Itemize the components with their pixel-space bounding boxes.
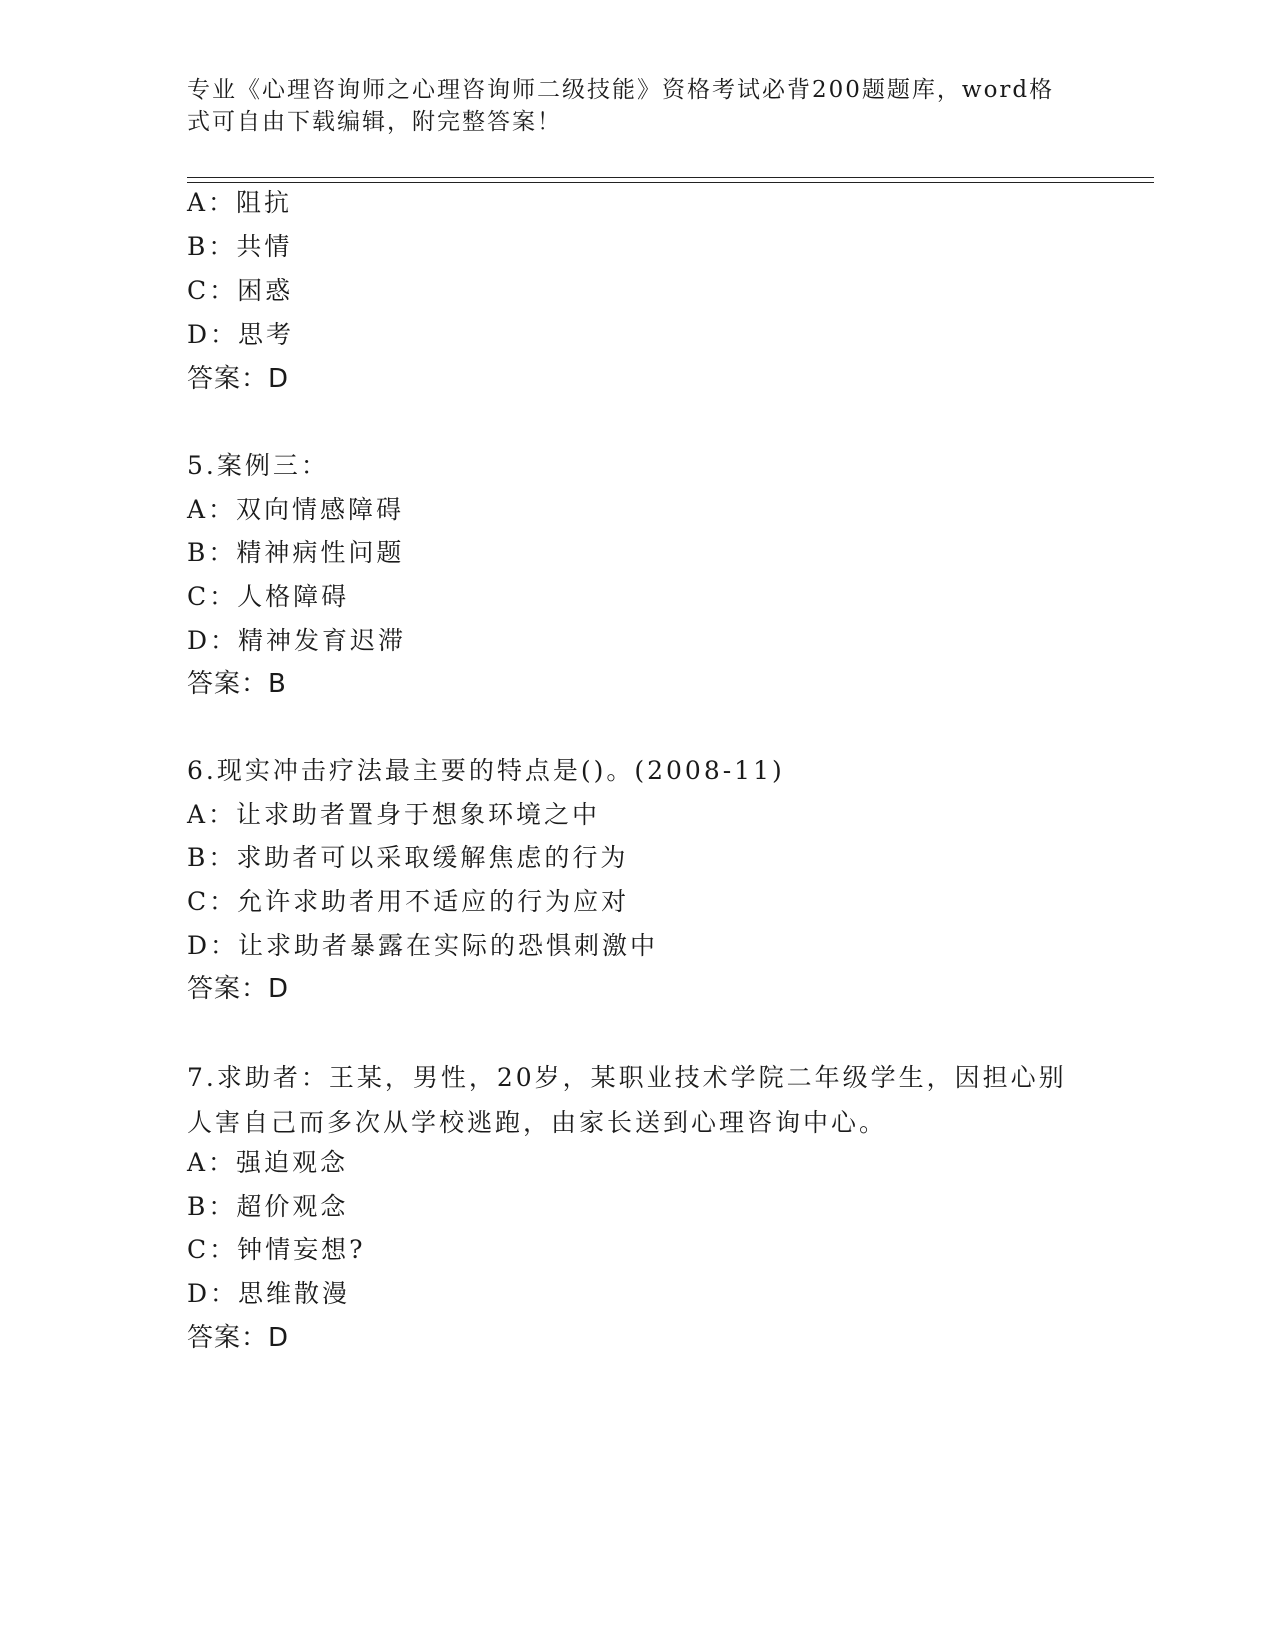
- q6-option-a: A：让求助者置身于想象环境之中: [187, 800, 601, 829]
- q7-option-c: C：钟情妄想?: [187, 1235, 366, 1264]
- q5-question: 5.案例三：: [187, 451, 329, 480]
- q4-answer: 答案：D: [187, 364, 290, 394]
- header-divider-bottom: [187, 182, 1154, 183]
- q6-option-d: D：让求助者暴露在实际的恐惧刺激中: [187, 931, 659, 960]
- q7-question: 7.求助者：王某，男性，20岁，某职业技术学院二年级学生，因担心别人害自己而多次从学校逃跑，由家长送到心理咨询中心。: [187, 1063, 1067, 1137]
- q5-option-c: C：人格障碍: [187, 582, 350, 611]
- q5-option-a: A：双向情感障碍: [187, 495, 405, 524]
- q5-option-b: B：精神病性问题: [187, 538, 405, 567]
- q6-question: 6.现实冲击疗法最主要的特点是()。(2008-11): [187, 756, 785, 785]
- q4-option-b: B：共情: [187, 232, 293, 261]
- q5-answer: 答案：B: [187, 669, 287, 699]
- q6-option-b: B：求助者可以采取缓解焦虑的行为: [187, 843, 629, 872]
- q4-option-d: D：思考: [187, 320, 295, 349]
- header-divider-top: [187, 177, 1154, 178]
- document-header: 专业《心理咨询师之心理咨询师二级技能》资格考试必背200题题库，word格式可自由下载编辑，附完整答案！: [187, 77, 1055, 135]
- q7-option-a: A：强迫观念: [187, 1148, 349, 1177]
- q7-option-b: B：超价观念: [187, 1192, 349, 1221]
- q7-option-d: D：思维散漫: [187, 1279, 351, 1308]
- q6-answer: 答案：D: [187, 974, 290, 1004]
- q6-option-c: C：允许求助者用不适应的行为应对: [187, 887, 630, 916]
- q5-option-d: D：精神发育迟滞: [187, 626, 407, 655]
- q4-option-a: A：阻抗: [187, 188, 293, 217]
- q7-answer: 答案：D: [187, 1323, 290, 1353]
- q4-option-c: C：困惑: [187, 276, 294, 305]
